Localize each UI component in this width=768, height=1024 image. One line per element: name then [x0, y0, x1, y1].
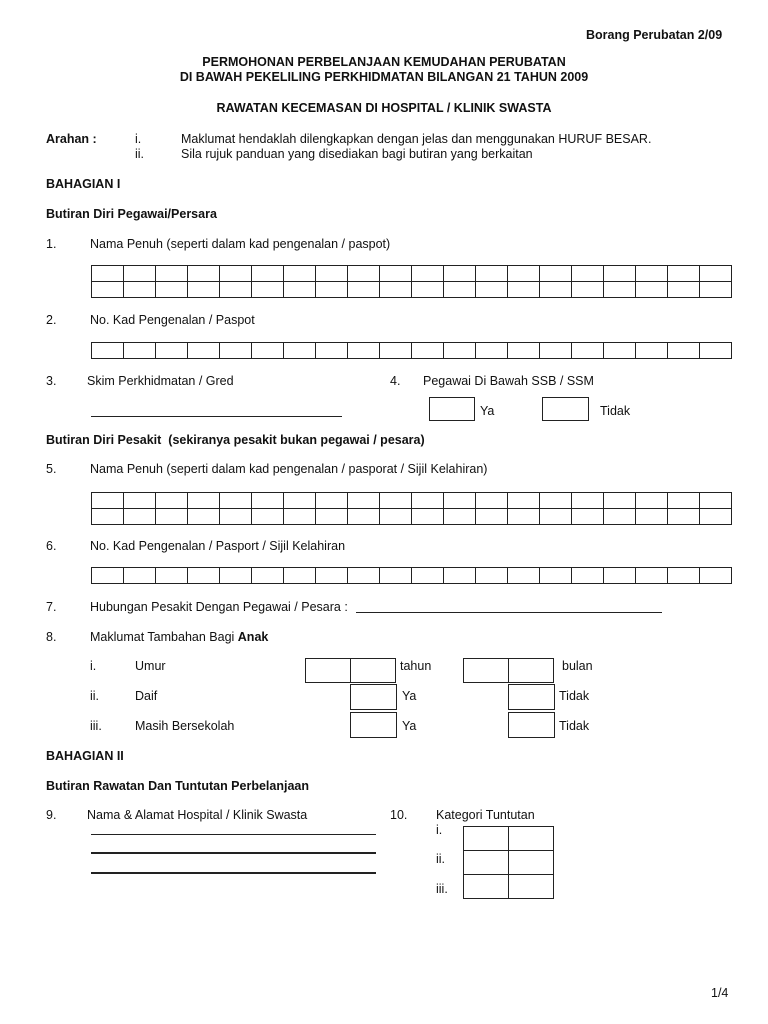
option-label: Tidak — [559, 719, 590, 733]
treatment-details-heading: Butiran Rawatan Dan Tuntutan Perbelanjaan — [46, 779, 310, 793]
claim-category-number: iii. — [436, 882, 448, 896]
question-label: Nama Penuh (seperti dalam kad pengenalan / pasporat / Sijil Kelahiran) — [90, 462, 488, 476]
claim-category-number: i. — [436, 823, 443, 837]
schooling-no-checkbox[interactable] — [508, 712, 555, 738]
hospital-address-line[interactable] — [91, 852, 376, 854]
question-number: 1. — [46, 237, 57, 251]
option-label: Tidak — [559, 689, 590, 703]
question-label: Skim Perkhidmatan / Gred — [87, 374, 234, 388]
form-code: Borang Perubatan 2/09 — [586, 28, 723, 42]
question-number: 10. — [390, 808, 408, 822]
option-label: Ya — [402, 689, 417, 703]
age-years-boxes[interactable] — [305, 658, 396, 683]
question-label: Nama & Alamat Hospital / Klinik Swasta — [87, 808, 308, 822]
sub-item-number: ii. — [90, 689, 100, 703]
form-subtitle: RAWATAN KECEMASAN DI HOSPITAL / KLINIK SWASTA — [216, 101, 552, 115]
question-label: Nama Penuh (seperti dalam kad pengenalan / paspot) — [90, 237, 391, 251]
sub-item-number: iii. — [90, 719, 102, 733]
officer-details-heading: Butiran Diri Pegawai/Persara — [46, 207, 217, 221]
patient-name-grid[interactable] — [91, 492, 732, 525]
question-number: 7. — [46, 600, 57, 614]
sub-item-label: Masih Bersekolah — [135, 719, 235, 733]
unit-label: bulan — [562, 659, 593, 673]
claim-category-boxes[interactable] — [463, 826, 554, 899]
instruction-text: Maklumat hendaklah dilengkapkan dengan jelas dan menggunakan HURUF BESAR. — [181, 132, 652, 146]
option-label: Tidak — [600, 404, 631, 418]
question-number: 8. — [46, 630, 57, 644]
question-number: 2. — [46, 313, 57, 327]
question-label: Hubungan Pesakit Dengan Pegawai / Pesara : — [90, 600, 348, 614]
question-label — [90, 630, 268, 644]
service-scheme-line[interactable] — [91, 416, 342, 417]
age-months-boxes[interactable] — [463, 658, 554, 683]
patient-details-heading-bold: Butiran Diri Pesakit — [46, 433, 162, 447]
question-number: 4. — [390, 374, 401, 388]
option-label: Ya — [480, 404, 495, 418]
schooling-yes-checkbox[interactable] — [350, 712, 397, 738]
question-number: 6. — [46, 539, 57, 553]
ssb-no-checkbox[interactable] — [542, 397, 589, 421]
instruction-number: i. — [135, 132, 142, 146]
form-title-line-2: DI BAWAH PEKELILING PERKHIDMATAN BILANGAN 21 TAHUN 2009 — [179, 70, 589, 84]
instruction-text: Sila rujuk panduan yang disediakan bagi butiran yang berkaitan — [181, 147, 533, 161]
hospital-address-line[interactable] — [91, 834, 376, 835]
question-label-bold: Anak — [237, 630, 269, 644]
question-label: No. Kad Pengenalan / Paspot — [90, 313, 255, 327]
option-label: Ya — [402, 719, 417, 733]
form-title-line-1: PERMOHONAN PERBELANJAAN KEMUDAHAN PERUBATAN — [202, 55, 566, 69]
disabled-yes-checkbox[interactable] — [350, 684, 397, 710]
question-number: 5. — [46, 462, 57, 476]
question-label: Kategori Tuntutan — [436, 808, 535, 822]
part-2-heading: BAHAGIAN II — [46, 749, 124, 763]
patient-ic-grid[interactable] — [91, 567, 732, 584]
patient-details-heading — [46, 433, 425, 447]
claim-category-number: ii. — [436, 852, 446, 866]
officer-ic-grid[interactable] — [91, 342, 732, 359]
officer-name-grid[interactable] — [91, 265, 732, 298]
sub-item-label: Umur — [135, 659, 166, 673]
instruction-number: ii. — [135, 147, 145, 161]
question-label: No. Kad Pengenalan / Pasport / Sijil Kelahiran — [90, 539, 346, 553]
question-number: 3. — [46, 374, 57, 388]
patient-details-heading-note: (sekiranya pesakit bukan pegawai / pesara) — [168, 433, 425, 447]
sub-item-label: Daif — [135, 689, 158, 703]
question-label-text: Maklumat Tambahan Bagi — [90, 630, 235, 644]
part-1-heading: BAHAGIAN I — [46, 177, 121, 191]
question-number: 9. — [46, 808, 57, 822]
instructions-label: Arahan : — [46, 132, 97, 146]
unit-label: tahun — [400, 659, 432, 673]
page-number: 1/4 — [711, 986, 729, 1000]
question-label: Pegawai Di Bawah SSB / SSM — [423, 374, 594, 388]
ssb-yes-checkbox[interactable] — [429, 397, 475, 421]
hospital-address-line[interactable] — [91, 872, 376, 874]
relationship-line[interactable] — [356, 612, 662, 613]
sub-item-number: i. — [90, 659, 97, 673]
disabled-no-checkbox[interactable] — [508, 684, 555, 710]
